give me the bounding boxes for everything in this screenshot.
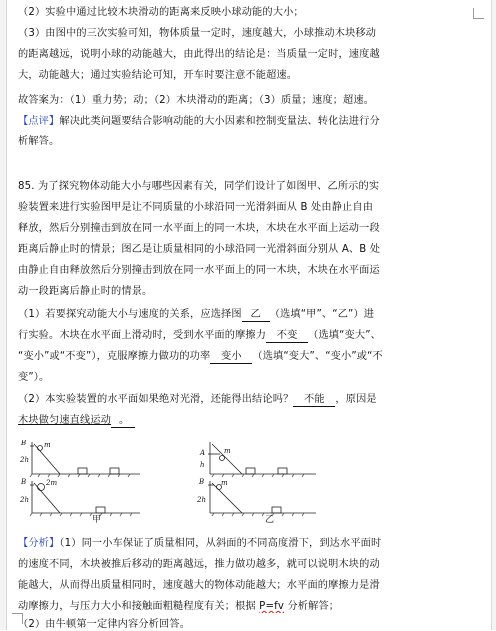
- label-h: h: [200, 461, 205, 469]
- label-2m: 2m: [46, 479, 58, 487]
- label-m: m: [44, 441, 51, 449]
- sub-question-1: 行实验。木块在水平面上滑动时，受到水平面的摩擦力 不变 （选填“变大”、: [18, 330, 381, 341]
- comment-tag: 【点评】: [18, 116, 60, 127]
- figure-caption-jia: 甲: [92, 515, 102, 525]
- analysis-line: 【分析】（1）同一小车保证了质量相同，从斜面的不同高度滑下，到达水平面时: [18, 538, 382, 549]
- page-left-edge: [0, 0, 7, 630]
- analysis-line: （2）由牛顿第一定律内容分析回答。: [18, 619, 191, 630]
- ball: [220, 456, 225, 461]
- text-line: 的距离越远，说明小球的动能越大，由此得出的结论是：当质量一定时，速度越: [18, 49, 380, 60]
- sub-question-2: （2）本实验装置的水平面如果绝对光滑，还能得出结论吗？ 不能 ，原因是: [18, 394, 377, 405]
- sub-question-2: 木块做匀速直线运动 。: [18, 414, 476, 428]
- experiment-figures: [20, 440, 320, 520]
- sub-question-1: “变小”或“不变”），克服摩擦力做功的功率 变小 （选填“变大”、“变小”或“不: [18, 351, 383, 362]
- ball: [38, 484, 45, 491]
- label-B: B: [199, 478, 205, 486]
- wood-block: [78, 468, 87, 474]
- answer-summary: 故答案为：（1）重力势；动；（2）木块滑动的距离；（3）质量；速度；超速。: [18, 95, 375, 106]
- answer-blank: 乙: [242, 309, 270, 322]
- text-line: （2）实验中通过比较木块滑动的距离来反映小球动能的大小；: [18, 7, 304, 18]
- answer-blank: 变小: [210, 351, 252, 364]
- answer-blank: 不能: [293, 394, 335, 407]
- comment-line: 【点评】解决此类问题要结合影响动能的大小因素和控制变量法、转化法进行分: [18, 116, 380, 127]
- wood-block: [246, 468, 255, 474]
- label-B: B: [21, 440, 27, 447]
- question-stem: 动一段距离后静止时的情景。: [18, 286, 153, 297]
- formula: P=fv: [259, 601, 285, 612]
- analysis-line: 能越大，从而得出质量相同时，速度越大的物体动能越大；水平面的摩擦力是滑: [18, 580, 380, 591]
- analysis-line: 的速度不同，木块被推后移动的距离越远，推力做功越多，就可以说明木块的动: [18, 559, 380, 570]
- question-stem: 验装置来进行实验图甲是让不同质量的小球沿同一光滑斜面从 B 处由静止自由: [18, 202, 374, 213]
- text-line: 析解答。: [18, 136, 60, 147]
- text-line: 大，动能越大；通过实验结论可知，开车时要注意不能超速。: [18, 70, 298, 81]
- wood-block: [278, 468, 287, 474]
- label-m: m: [224, 447, 231, 455]
- label-m: m: [221, 479, 228, 487]
- answer-blank: 不变: [266, 330, 308, 343]
- ball: [38, 446, 43, 451]
- label-A: A: [200, 449, 206, 457]
- label-B: B: [21, 478, 27, 486]
- label-2h: 2h: [20, 496, 29, 504]
- sub-question-1: （1）若要探究动能大小与速度的关系，应选择图 乙 （选填“甲”、“乙”）进: [18, 309, 375, 320]
- question-stem: 由静止自由释放然后分别撞击到放在同一水平面上的同一木块，木块在水平面运: [18, 265, 380, 276]
- question-stem: 释放，然后分别撞击到放在同一水平面上的同一木块，木块在水平面上运动一段: [18, 223, 380, 234]
- wood-block: [110, 468, 119, 474]
- analysis-tag: 【分析】: [18, 538, 60, 549]
- figure-caption-yi: 乙: [265, 515, 275, 525]
- text-line: （3）由图中的三次实验可知，物体质量一定时，速度越大，小球推动木块移动: [18, 28, 377, 39]
- answer-blank: 木块做匀速直线运动: [18, 415, 112, 426]
- analysis-line: 动摩擦力，与压力大小和接触面粗糙程度有关；根据 P=fv 分析解答；: [18, 601, 340, 612]
- sub-question-1: 变”）。: [18, 372, 50, 383]
- label-2h: 2h: [20, 456, 29, 464]
- label-2h: 2h: [197, 496, 206, 504]
- question-stem: 85. 为了探究物体动能大小与哪些因素有关，同学们设计了如图甲、乙所示的实: [18, 181, 380, 192]
- page-right-edge: [491, 0, 496, 630]
- question-stem: 距离后静止时的情景；图乙是让质量相同的小球沿同一光滑斜面分别从 A、B 处: [18, 244, 381, 255]
